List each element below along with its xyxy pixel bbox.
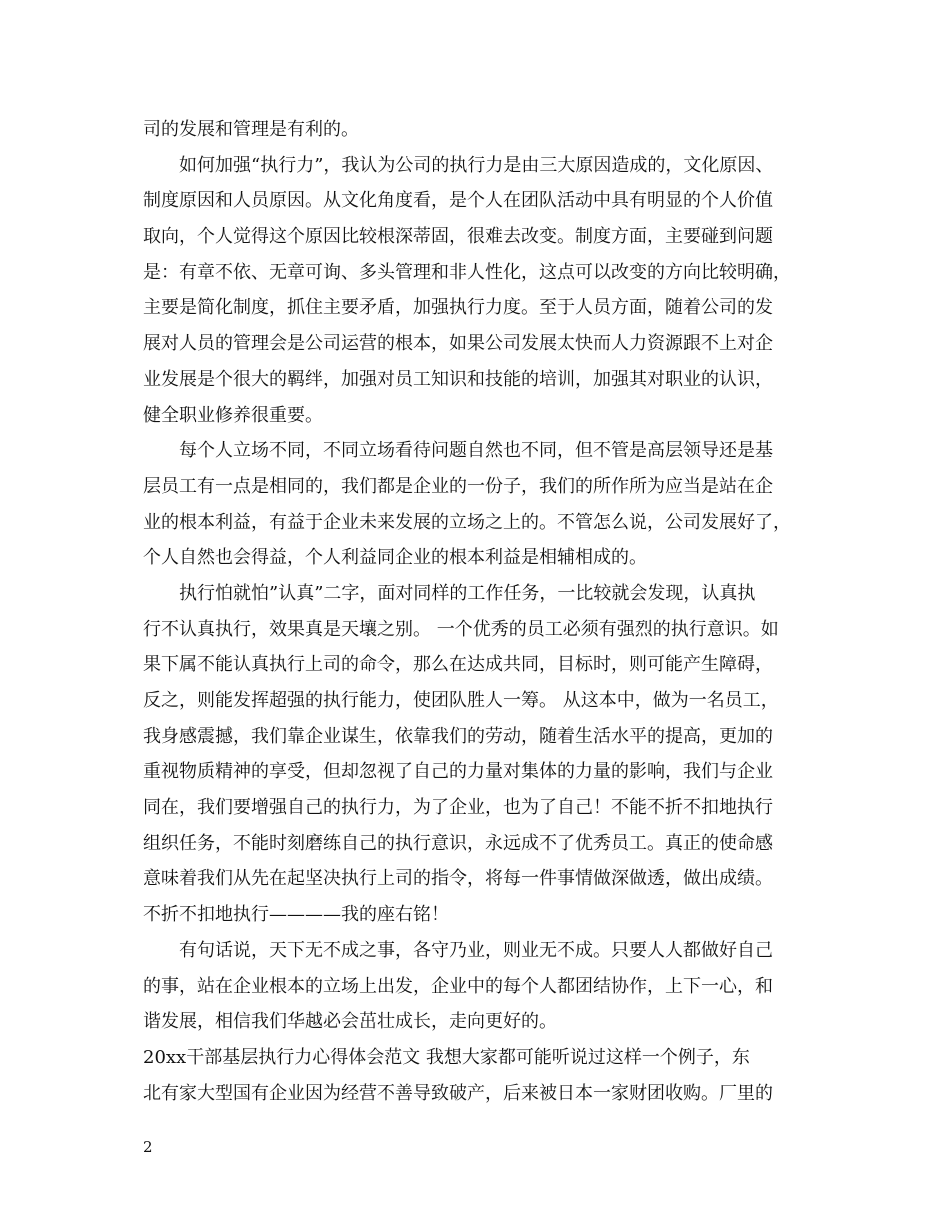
text-line: 不折不扣地执行————我的座右铭！ [143,904,449,926]
text-line: 20xx干部基层执行力心得体会范文 我想大家都可能听说过这样一个例子，东 [143,1046,750,1068]
text-line: 制度原因和人员原因。从文化角度看，是个人在团队活动中具有明显的个人价值 [143,190,773,212]
text-line: 果下属不能认真执行上司的命令，那么在达成共同，目标时，则可能产生障碍， [143,654,773,676]
text-line: 反之，则能发挥超强的执行能力，使团队胜人一筹。 从这本中，做为一名员工， [143,690,779,711]
text-line: 北有家大型国有企业因为经营不善导致破产，后来被日本一家财团收购。厂里的 [143,1082,773,1104]
page-number: 2 [143,1138,153,1156]
text-line: 有句话说，天下无不成之事，各守乃业，则业无不成。只要人人都做好自己 [179,939,773,961]
text-line: 行不认真执行，效果真是天壤之别。 一个优秀的员工必须有强烈的执行意识。如 [143,618,779,640]
body-text [143,112,823,1111]
text-line: 谐发展，相信我们华越必会茁壮成长，走向更好的。 [143,1011,557,1033]
text-line: 个人自然也会得益，个人利益同企业的根本利益是相辅相成的。 [143,547,647,569]
text-line: 每个人立场不同，不同立场看待问题自然也不同，但不管是高层领导还是基 [179,440,773,462]
text-line: 是：有章不依、无章可询、多头管理和非人性化，这点可以改变的方向比较明确， [143,261,791,283]
text-line: 的事，站在企业根本的立场上出发，企业中的每个人都团结协作，上下一心，和 [143,975,773,997]
text-line: 司的发展和管理是有利的。 [143,119,359,140]
text-line: 业发展是个很大的羁绊，加强对员工知识和技能的培训，加强其对职业的认识， [143,368,773,390]
text-line: 业的根本利益，有益于企业未来发展的立场之上的。不管怎么说，公司发展好了， [143,511,791,533]
text-line: 组织任务，不能时刻磨练自己的执行意识，永远成不了优秀员工。真正的使命感 [143,832,773,854]
text-line: 展对人员的管理会是公司运营的根本，如果公司发展太快而人力资源跟不上对企 [143,333,773,355]
text-line: 主要是简化制度，抓住主要矛盾，加强执行力度。至于人员方面，随着公司的发 [143,297,773,319]
text-line: 层员工有一点是相同的，我们都是企业的一份子，我们的所作所为应当是站在企 [143,475,773,497]
text-line: 如何加强“执行力”，我认为公司的执行力是由三大原因造成的，文化原因、 [179,154,774,176]
text-line: 重视物质精神的享受，但却忽视了自己的力量对集体的力量的影响，我们与企业 [143,761,773,783]
text-line: 取向，个人觉得这个原因比较根深蒂固，很难去改变。制度方面，主要碰到问题 [143,226,773,248]
text-line: 执行怕就怕”认真”二字，面对同样的工作任务，一比较就会发现，认真执 [179,582,756,604]
text-line: 意味着我们从先在起坚决执行上司的指令，将每一件事情做深做透，做出成绩。 [143,868,773,890]
text-line: 同在，我们要增强自己的执行力，为了企业，也为了自己！不能不折不扣地执行 [143,797,773,819]
text-line: 健全职业修养很重要。 [143,404,323,426]
text-line: 我身感震撼，我们靠企业谋生，依靠我们的劳动，随着生活水平的提高，更加的 [143,725,773,747]
